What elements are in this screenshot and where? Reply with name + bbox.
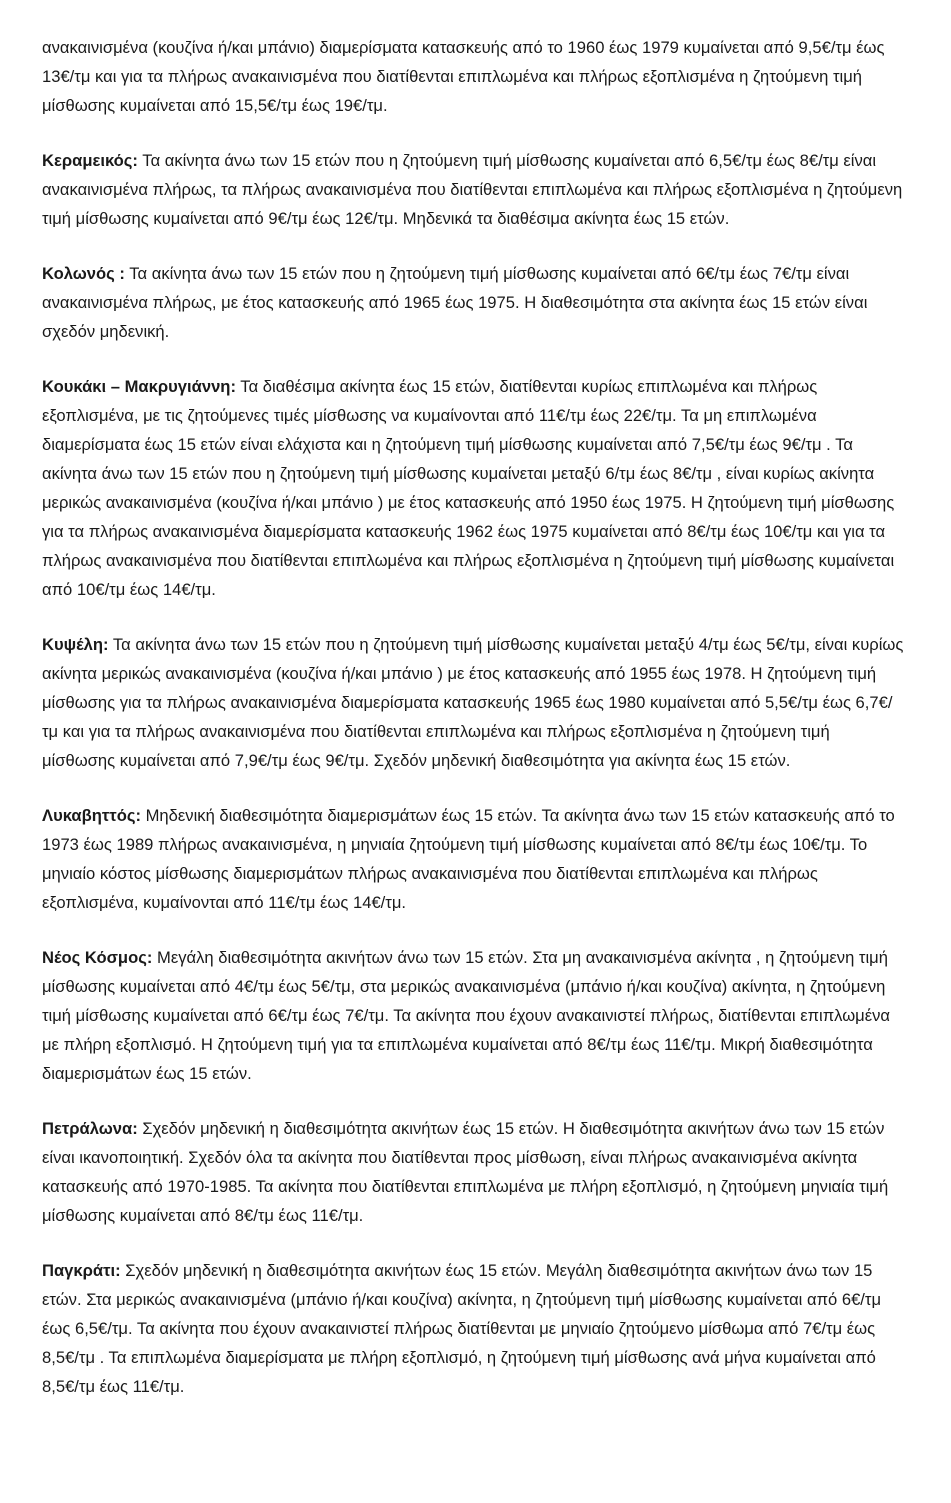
paragraph-text: Σχεδόν μηδενική η διαθεσιμότητα ακινήτων έως 15 ετών. Μεγάλη διαθεσιμότητα ακινήτων άνω των 15 ετών. Στα μερικώς ανακαινισμένα (μπάνιο ή/και κουζίνα) ακίνητα, η ζητούμενη τιμή μίσθωσης κυμαίνεται από 6€/τμ έως 6,5€/τμ. Τα ακίνητα που έχουν ανακαινιστεί πλήρως διατίθενται με μηνιαίο ζητούμενο μίσθωμα από 7€/τμ έως 8,5€/τμ . Τα επιπλωμένα διαμερίσματα με πλήρη εξοπλισμό, η ζητούμενη τιμή μίσθωσης ανά μήνα κυμαίνεται από 8,5€/τμ έως 11€/τμ. — [42, 1261, 882, 1396]
paragraph-text: ανακαινισμένα (κουζίνα ή/και μπάνιο) διαμερίσματα κατασκευής από το 1960 έως 1979 κυμαίνεται από 9,5€/τμ έως 13€/τμ και για τα πλήρως ανακαινισμένα που διατίθενται επιπλωμένα και πλήρως εξοπλισμένα η ζητούμενη τιμή μίσθωσης κυμαίνεται από 15,5€/τμ έως 19€/τμ. — [42, 38, 885, 115]
paragraph-kypseli — [42, 630, 904, 775]
paragraph-heading: Κυψέλη: — [42, 635, 109, 654]
paragraph-neos-kosmos — [42, 943, 904, 1088]
paragraph-kolonos — [42, 259, 904, 346]
paragraph-heading: Κουκάκι – Μακρυγιάννη: — [42, 377, 236, 396]
paragraph-heading: Κολωνός : — [42, 264, 125, 283]
paragraph-heading: Νέος Κόσμος: — [42, 948, 153, 967]
paragraph-heading: Πετράλωνα: — [42, 1119, 138, 1138]
paragraph-kerameikos — [42, 146, 904, 233]
paragraph-heading: Παγκράτι: — [42, 1261, 121, 1280]
paragraph-text: Τα ακίνητα άνω των 15 ετών που η ζητούμενη τιμή μίσθωσης κυμαίνεται από 6€/τμ έως 7€/τμ είναι ανακαινισμένα πλήρως, με έτος κατασκευής από 1965 έως 1975. Η διαθεσιμότητα στα ακίνητα έως 15 ετών είναι σχεδόν μηδενική. — [42, 264, 868, 341]
paragraph-text: Μεγάλη διαθεσιμότητα ακινήτων άνω των 15 ετών. Στα μη ανακαινισμένα ακίνητα , η ζητούμενη τιμή μίσθωσης κυμαίνεται από 4€/τμ έως 5€/τμ, στα μερικώς ανακαινισμένα (μπάνιο ή/και κουζίνα) ακίνητα, η ζητούμενη τιμή μίσθωσης κυμαίνεται από 6€/τμ έως 7€/τμ. Τα ακίνητα που έχουν ανακαινιστεί πλήρως, διατίθενται επιπλωμένα με πλήρη εξοπλισμό. Η ζητούμενη τιμή για τα επιπλωμένα κυμαίνεται από 8€/τμ έως 11€/τμ. Μικρή διαθεσιμότητα διαμερισμάτων έως 15 ετών. — [42, 948, 891, 1083]
paragraph-petralona — [42, 1114, 904, 1230]
paragraph-pagkrati — [42, 1256, 904, 1401]
paragraph-text: Τα ακίνητα άνω των 15 ετών που η ζητούμενη τιμή μίσθωσης κυμαίνεται από 6,5€/τμ έως 8€/τμ είναι ανακαινισμένα πλήρως, τα πλήρως ανακαινισμένα που διατίθενται επιπλωμένα και πλήρως εξοπλισμένα η ζητούμενη τιμή μίσθωσης κυμαίνεται από 9€/τμ έως 12€/τμ. Μηδενικά τα διαθέσιμα ακίνητα έως 15 ετών. — [42, 151, 903, 228]
paragraph-text: Σχεδόν μηδενική η διαθεσιμότητα ακινήτων έως 15 ετών. Η διαθεσιμότητα ακινήτων άνω των 15 ετών είναι ικανοποιητική. Σχεδόν όλα τα ακίνητα που διατίθενται προς μίσθωση, είναι πλήρως ανακαινισμένα ακίνητα κατασκευής από 1970-1985. Τα ακίνητα που διατίθενται επιπλωμένα με πλήρη εξοπλισμό, η ζητούμενη μηνιαία τιμή μίσθωσης κυμαίνεται από 8€/τμ έως 11€/τμ. — [42, 1119, 889, 1225]
paragraph-heading: Κεραμεικός: — [42, 151, 138, 170]
paragraph-heading: Λυκαβηττός: — [42, 806, 141, 825]
paragraph-text: Μηδενική διαθεσιμότητα διαμερισμάτων έως 15 ετών. Τα ακίνητα άνω των 15 ετών κατασκευής από το 1973 έως 1989 πλήρως ανακαινισμένα, η μηνιαία ζητούμενη τιμή μίσθωσης κυμαίνεται από 8€/τμ έως 10€/τμ. Το μηνιαίο κόστος μίσθωσης διαμερισμάτων πλήρως ανακαινισμένα που διατίθενται επιπλωμένα και πλήρως εξοπλισμένα, κυμαίνονται από 11€/τμ έως 14€/τμ. — [42, 806, 895, 912]
paragraph-lykavittos — [42, 801, 904, 917]
paragraph-koukaki — [42, 372, 904, 604]
paragraph-text: Τα ακίνητα άνω των 15 ετών που η ζητούμενη τιμή μίσθωσης κυμαίνεται μεταξύ 4/τμ έως 5€/τμ, είναι κυρίως ακίνητα μερικώς ανακαινισμένα (κουζίνα ή/και μπάνιο ) με έτος κατασκευής από 1955 έως 1978. Η ζητούμενη τιμή μίσθωσης για τα πλήρως ανακαινισμένα διαμερίσματα κατασκευής 1965 έως 1980 κυμαίνεται από 5,5€/τμ έως 6,7€/τμ και για τα πλήρως ανακαινισμένα που διατίθενται επιπλωμένα και πλήρως εξοπλισμένα η ζητούμενη τιμή μίσθωσης κυμαίνεται από 7,9€/τμ έως 9€/τμ. Σχεδόν μηδενική διαθεσιμότητα για ακίνητα έως 15 ετών. — [42, 635, 904, 770]
paragraph-intro-continuation — [42, 33, 904, 120]
document-page — [42, 33, 904, 1427]
paragraph-text: Τα διαθέσιμα ακίνητα έως 15 ετών, διατίθενται κυρίως επιπλωμένα και πλήρως εξοπλισμένα, με τις ζητούμενες τιμές μίσθωσης να κυμαίνονται από 11€/τμ έως 22€/τμ. Τα μη επιπλωμένα διαμερίσματα έως 15 ετών είναι ελάχιστα και η ζητούμενη τιμή μίσθωσης κυμαίνεται από 7,5€/τμ έως 9€/τμ . Τα ακίνητα άνω των 15 ετών που η ζητούμενη τιμή μίσθωσης κυμαίνεται μεταξύ 6/τμ έως 8€/τμ , είναι κυρίως ακίνητα μερικώς ανακαινισμένα (κουζίνα ή/και μπάνιο ) με έτος κατασκευής από 1950 έως 1975. Η ζητούμενη τιμή μίσθωσης για τα πλήρως ανακαινισμένα διαμερίσματα κατασκευής 1962 έως 1975 κυμαίνεται από 8€/τμ έως 10€/τμ και για τα πλήρως ανακαινισμένα που διατίθενται επιπλωμένα και πλήρως εξοπλισμένα η ζητούμενη τιμή μίσθωσης κυμαίνεται από 10€/τμ έως 14€/τμ. — [42, 377, 895, 599]
